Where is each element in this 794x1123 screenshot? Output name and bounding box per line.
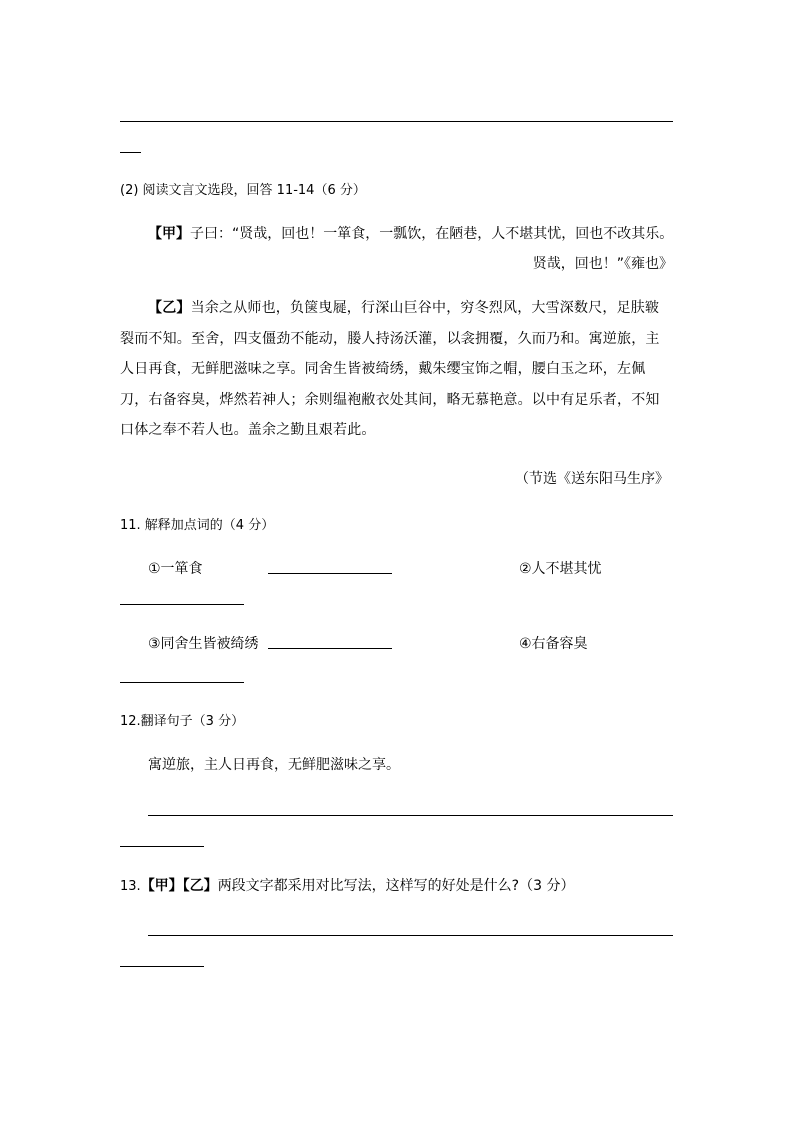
- q11-item-4-blank[interactable]: [120, 682, 244, 683]
- q11-item-2: ②人不堪其忧: [519, 561, 602, 577]
- q11-item-3: ③同舍生皆被绮绣: [148, 636, 259, 652]
- passage-yi-text: 当余之从师也，负箧曳屣，行深山巨谷中，穷冬烈风，大雪深数尺，足肤皲裂而不知。至舍，四支僵劲不能动，媵人持汤沃灌，以衾拥覆，久而乃和。寓逆旅，主人日再食，无鲜肥滋味之享。同舍生皆被绮绣，戴朱缨宝饰之帽，腰白玉之环，左佩刀，右备容臭，烨然若神人；余则缊袍敝衣处其间，略无慕艳意。以中有足乐者，不知口体之奉不若人也。盖余之勤且艰若此。: [120, 300, 660, 438]
- q13-markers: 【甲】【乙】: [140, 878, 218, 894]
- passage-jia-marker: 【甲】: [148, 226, 190, 242]
- section-heading: (2) 阅读文言文选段，回答 11-14（6 分）: [120, 183, 366, 198]
- q12-sentence: 寓逆旅，主人日再食，无鲜肥滋味之享。: [148, 757, 400, 773]
- q11-item-4: ④右备容臭: [519, 636, 588, 652]
- q13-number: 13.: [120, 879, 141, 894]
- q11-title: 11. 解释加点词的（4 分）: [120, 518, 275, 533]
- passage-yi-marker: 【乙】: [148, 300, 191, 316]
- passage-source: （节选《送东阳马生序》: [515, 471, 669, 487]
- q11-item-3-blank[interactable]: [268, 648, 392, 649]
- q12-answer-line[interactable]: [148, 815, 673, 816]
- answer-line: [120, 121, 673, 122]
- q13-text: 两段文字都采用对比写法，这样写的好处是什么?（3 分）: [217, 878, 575, 894]
- q13-title: [120, 875, 574, 895]
- passage-jia-text: 子曰：“贤哉，回也！一箪食，一瓢饮，在陋巷，人不堪其忧，回也不改其乐。: [190, 226, 674, 242]
- q11-item-2-blank[interactable]: [120, 604, 244, 605]
- q13-answer-line[interactable]: [148, 935, 673, 936]
- passage-jia-line2: 贤哉，回也！”《雍也》: [532, 256, 673, 272]
- answer-line-short: [120, 152, 141, 153]
- q12-answer-line-short[interactable]: [120, 846, 204, 847]
- passage-jia-line1: [148, 223, 673, 243]
- q12-title: 12.翻译句子（3 分）: [120, 714, 245, 729]
- q13-answer-line-short[interactable]: [120, 966, 204, 967]
- passage-yi: [120, 293, 673, 446]
- q11-item-1: ①一箪食: [148, 561, 203, 577]
- q11-item-1-blank[interactable]: [268, 573, 392, 574]
